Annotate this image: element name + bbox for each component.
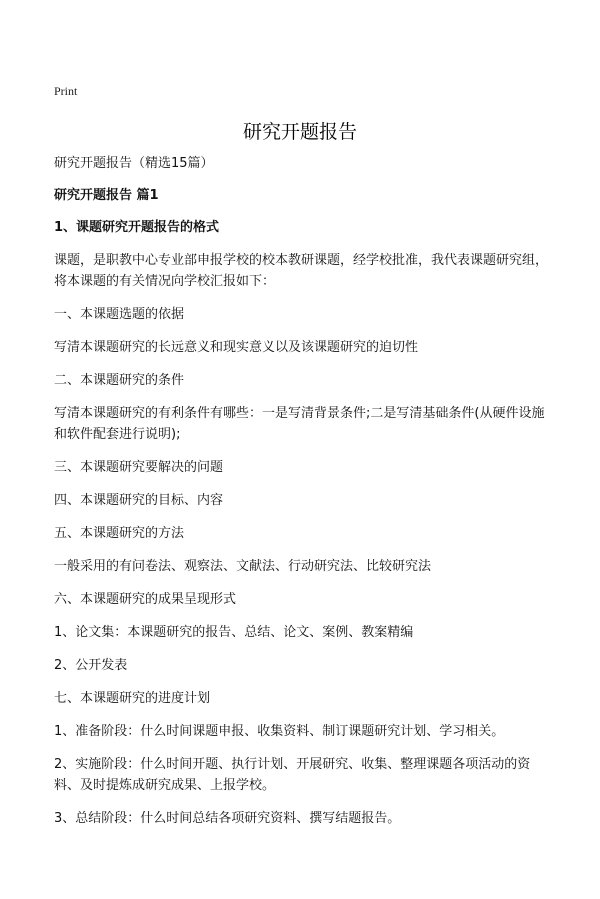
paragraph: 四、本课题研究的目标、内容 (54, 493, 224, 508)
paragraph: 二、本课题研究的条件 (54, 373, 185, 388)
document-title: 研究开题报告 (242, 121, 357, 143)
paragraph: 五、本课题研究的方法 (54, 526, 185, 541)
paragraph: 2、公开发表 (54, 658, 128, 673)
paragraph: 1、课题研究开题报告的格式 (54, 220, 220, 235)
paragraph: 写清本课题研究的长远意义和现实意义以及该课题研究的迫切性 (54, 340, 419, 355)
document-body (54, 153, 549, 841)
paragraph: 3、总结阶段：什么时间总结各项研究资料、撰写结题报告。 (54, 811, 401, 826)
paragraph-list (54, 217, 549, 829)
paragraph: 1、准备阶段：什么时间课题申报、收集资料、制订课题研究计划、学习相关。 (54, 724, 505, 739)
paragraph: 一、本课题选题的依据 (54, 307, 185, 322)
paragraph: 六、本课题研究的成果呈现形式 (54, 592, 237, 607)
document-subtitle: 研究开题报告（精选15篇） (54, 156, 214, 171)
print-label: Print (54, 84, 78, 98)
paragraph: 三、本课题研究要解决的问题 (54, 460, 224, 475)
paragraph: 2、实施阶段：什么时间开题、执行计划、开展研究、收集、整理课题各项活动的资料、及时提炼成研究成果、上报学校。 (54, 757, 531, 793)
paragraph: 写清本课题研究的有利条件有哪些：一是写清背景条件;二是写清基础条件(从硬件设施和软件配套进行说明); (54, 406, 545, 442)
paragraph: 课题，是职教中心专业部申报学校的校本教研课题，经学校批准，我代表课题研究组，将本课题的有关情况向学校汇报如下： (54, 253, 549, 289)
paragraph: 一般采用的有问卷法、观察法、文献法、行动研究法、比较研究法 (54, 559, 432, 574)
paragraph: 1、论文集：本课题研究的报告、总结、论文、案例、教案精编 (54, 625, 414, 640)
paragraph: 七、本课题研究的进度计划 (54, 691, 211, 706)
section-heading: 研究开题报告 篇1 (54, 188, 159, 203)
